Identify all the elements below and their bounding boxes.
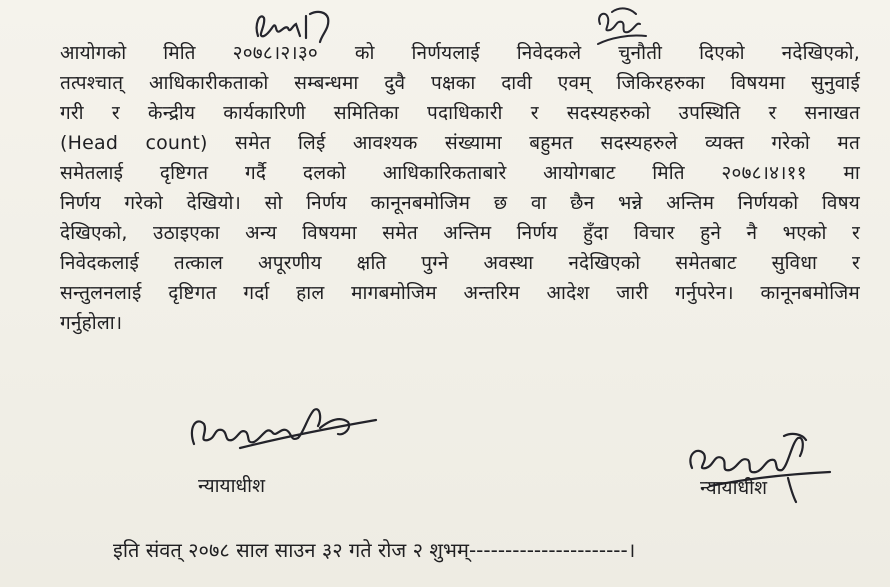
- order-line: समेतलाई दृष्टिगत गर्दै दलको आधिकारिकताबारे आयोगबाट मिति २०७८।४।११ मा: [60, 162, 860, 184]
- order-line: (Head count) समेत लिई आवश्यक संख्यामा बहुमत सदस्यहरुले व्यक्त गरेको मत: [60, 132, 860, 154]
- footer-date-line: इति संवत् २०७८ साल साउन ३२ गते रोज २ शुभम्----------------------।: [113, 538, 636, 562]
- order-line: देखिएको, उठाइएका अन्य विषयमा समेत अन्तिम निर्णय हुँदा विचार हुने नै भएको र: [60, 222, 860, 244]
- order-line: आयोगको मिति २०७८।२।३० को निर्णयलाई निवेदकले चुनौती दिएको नदेखिएको,: [60, 42, 860, 64]
- order-body: [60, 38, 860, 338]
- order-line: सन्तुलनलाई दृष्टिगत गर्दा हाल मागबमोजिम अन्तरिम आदेश जारी गर्नुपरेन। कानूनबमोजिम: [60, 282, 860, 304]
- left-judge-signature: [180, 398, 380, 462]
- order-line: गरी र केन्द्रीय कार्यकारिणी समितिका पदाधिकारी र सदस्यहरुको उपस्थिति र सनाखत: [60, 102, 860, 124]
- order-line: तत्पश्चात् आधिकारीकताको सम्बन्धमा दुवै पक्षका दावी एवम् जिकिरहरुका विषयमा सुनुवाई: [60, 72, 860, 94]
- left-judge-title: न्यायाधीश: [198, 475, 266, 497]
- right-judge-title: न्यायाधीश: [700, 477, 768, 499]
- order-line: निवेदकलाई तत्काल अपूरणीय क्षति पुग्ने अवस्था नदेखिएको समेतबाट सुविधा र: [60, 252, 860, 274]
- order-line: गर्नुहोला।: [60, 312, 123, 334]
- order-line: निर्णय गरेको देखियो। सो निर्णय कानूनबमोजिम छ वा छैन भन्ने अन्तिम निर्णयको विषय: [60, 192, 860, 214]
